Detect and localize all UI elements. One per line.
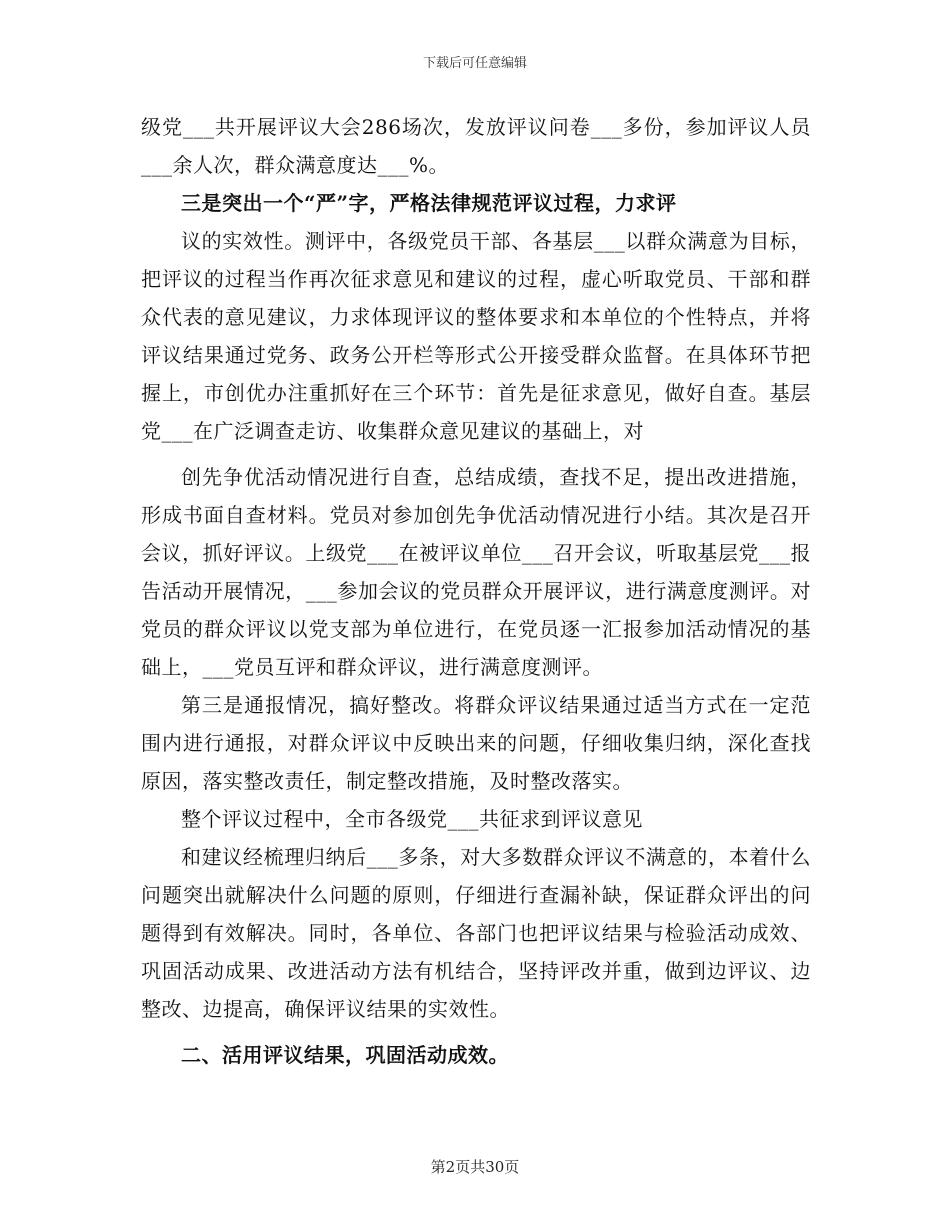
section-heading: 二、活用评议结果，巩固活动成效。 bbox=[181, 1043, 509, 1067]
paragraph-3: 议的实效性。测评中，各级党员干部、各基层___以群众满意为目标，把评议的过程当作再次征求意见和建议的过程，虚心听取党员、干部和群众代表的意见建议，力求体现评议的整体要求和本单位的个性特点，并将评议结果通过党务、政务公开栏等形式公开接受群众监督。在具体环节把握上，市创优办注重抓好在三个环节：首先是征求意见，做好自查。基层党___在广泛调查走访、收集群众意见建议的基础上，对 bbox=[141, 229, 811, 443]
paragraph-7: 和建议经梳理归纳后___多条，对大多数群众评议不满意的，本着什么问题突出就解决什么问题的原则，仔细进行查漏补缺，保证群众评出的问题得到有效解决。同时，各单位、各部门也把评议结果与检验活动成效、巩固活动成果、改进活动方法有机结合，坚持评改并重，做到边评议、边整改、边提高，确保评议结果的实效性。 bbox=[141, 845, 811, 1021]
document-body bbox=[141, 108, 811, 1074]
page-footer: 第2页共30页 bbox=[430, 1158, 520, 1176]
page-header: 下载后可任意编辑 bbox=[422, 56, 527, 71]
paragraph-5: 第三是通报情况，搞好整改。将群众评议结果通过适当方式在一定范围内进行通报，对群众评议中反映出来的问题，仔细收集归纳，深化查找原因，落实整改责任，制定整改措施，及时整改落实。 bbox=[141, 693, 811, 793]
paragraph-1: 级党___共开展评议大会286场次，发放评议问卷___多份，参加评议人员___余人次，群众满意度达___%。 bbox=[141, 115, 811, 177]
paragraph-6: 整个评议过程中，全市各级党___共征求到评议意见 bbox=[181, 807, 643, 831]
paragraph-heading-strict: 三是突出一个“严”字，严格法律规范评议过程，力求评 bbox=[181, 191, 677, 215]
paragraph-4: 创先争优活动情况进行自查，总结成绩，查找不足，提出改进措施，形成书面自查材料。党员对参加创先争优活动情况进行小结。其次是召开会议，抓好评议。上级党___在被评议单位___召开会议，听取基层党___报告活动开展情况，___参加会议的党员群众开展评议，进行满意度测评。对党员的群众评议以党支部为单位进行，在党员逐一汇报参加活动情况的基础上，___党员互评和群众评议，进行满意度测评。 bbox=[141, 465, 811, 679]
